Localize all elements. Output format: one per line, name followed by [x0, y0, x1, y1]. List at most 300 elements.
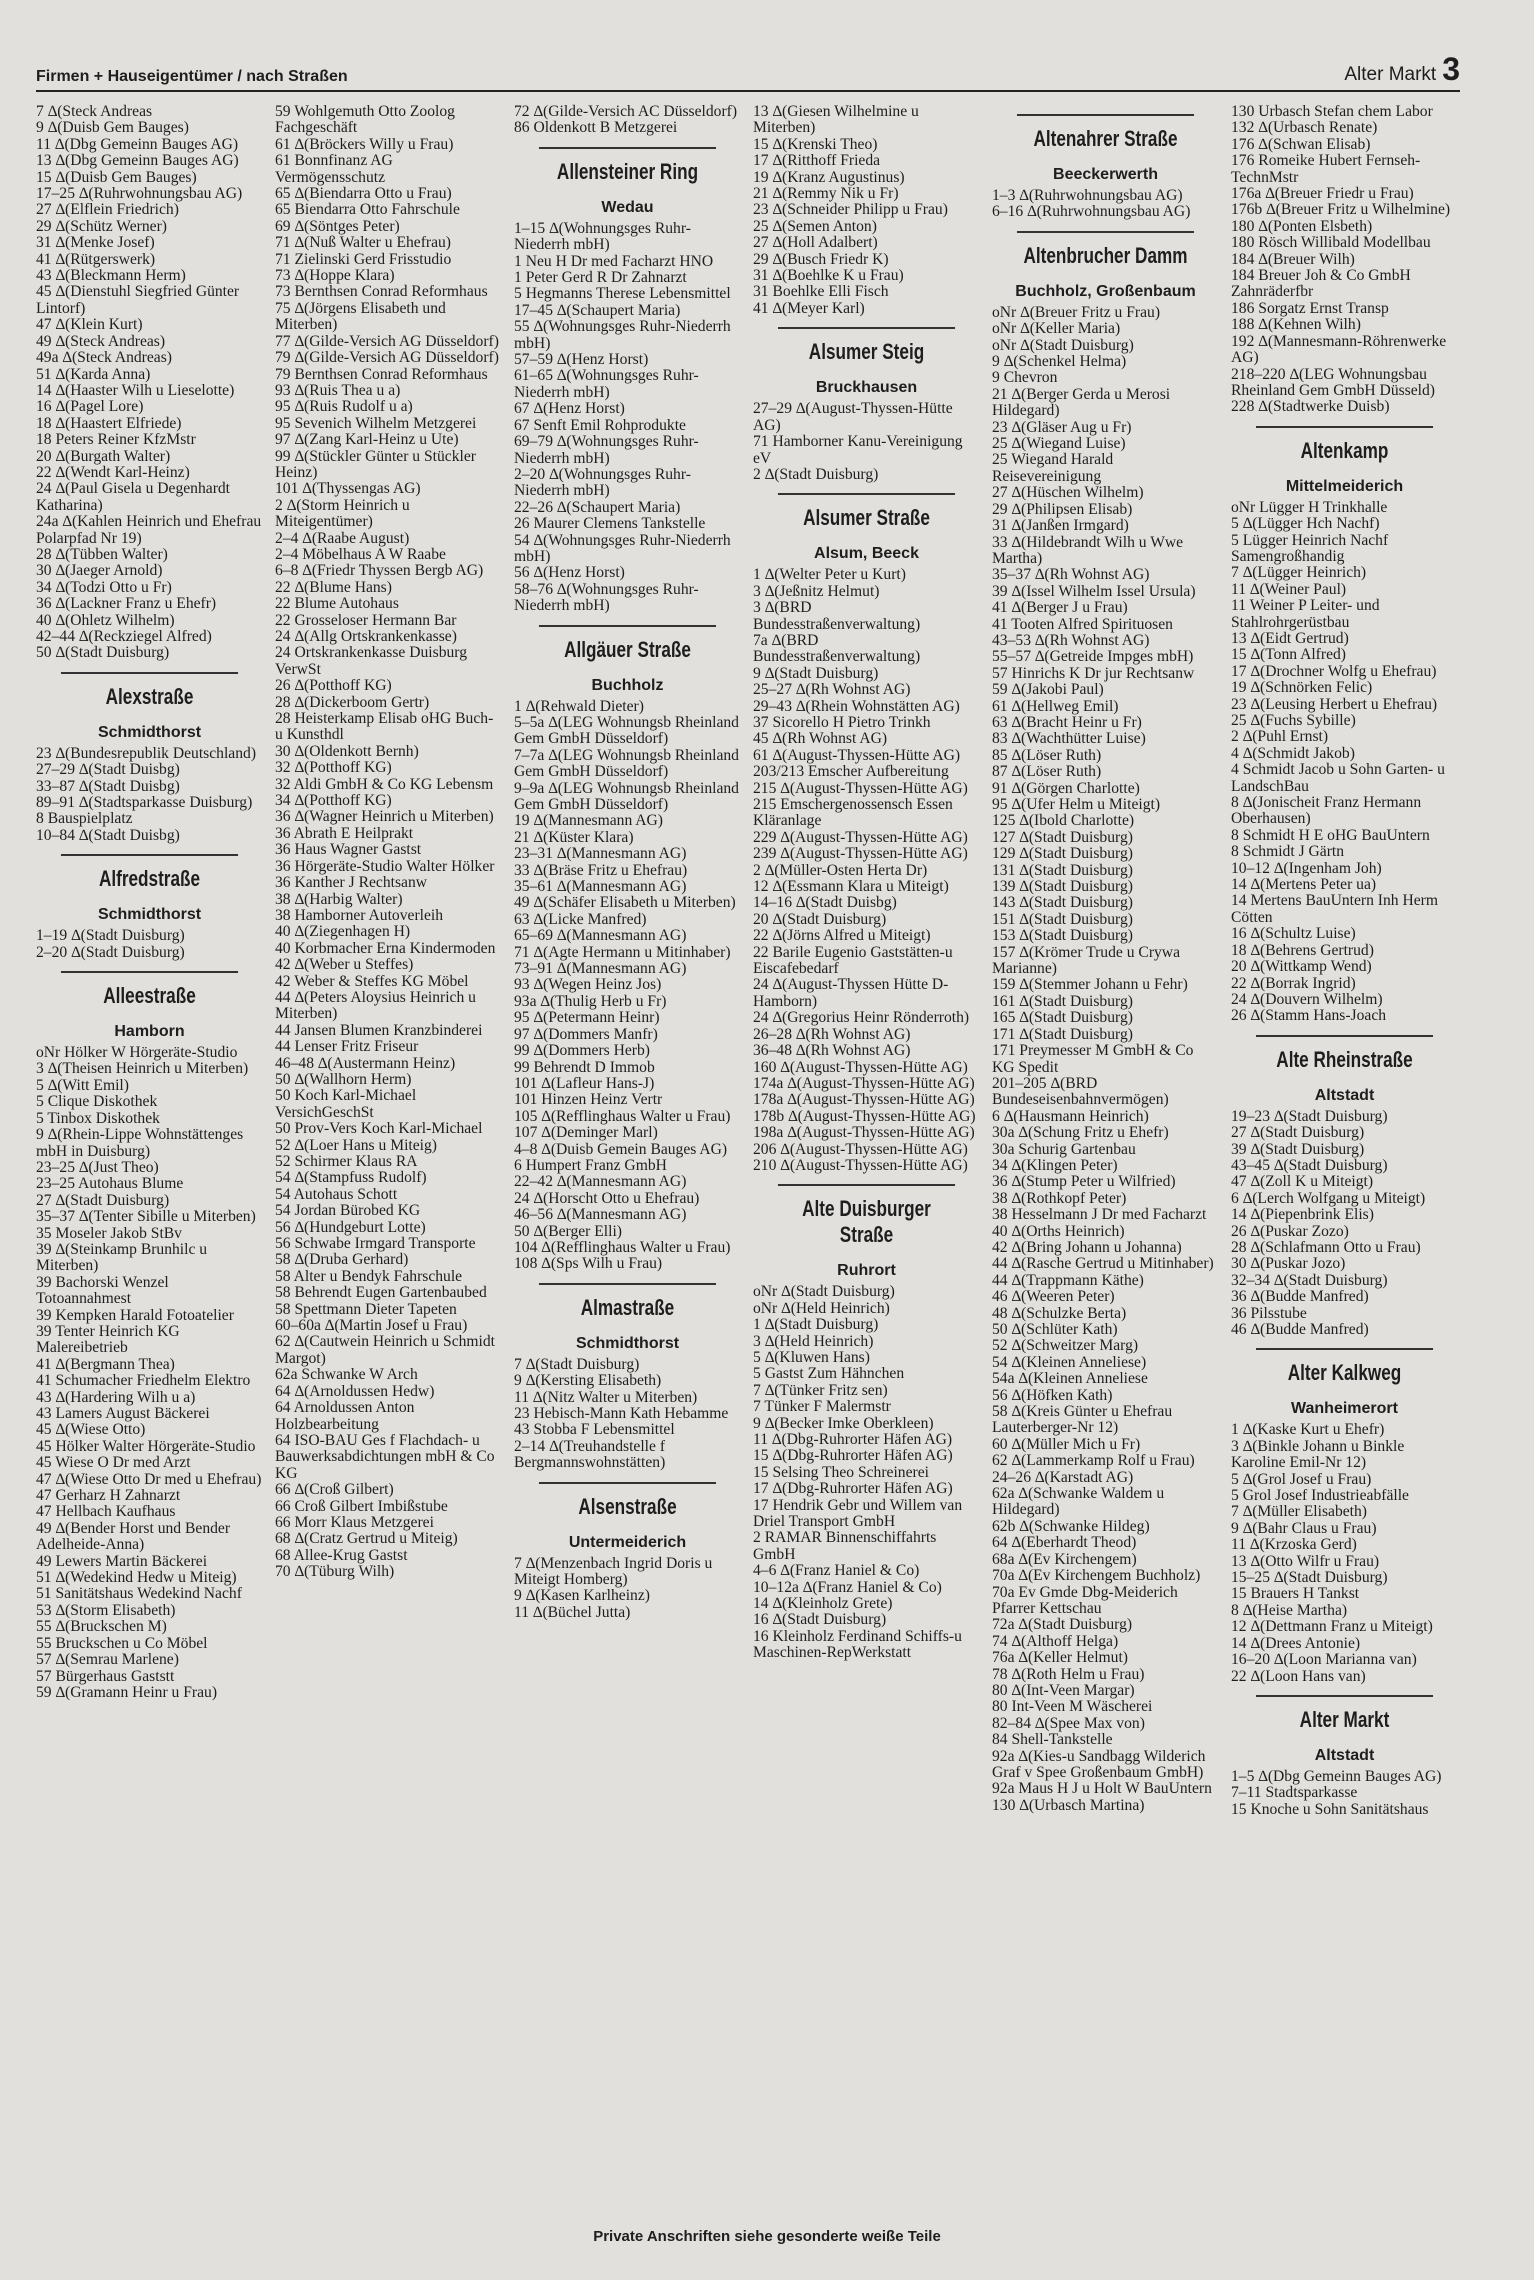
directory-entry: 21 ∆(Berger Gerda u Merosi Hildegard): [992, 385, 1175, 420]
directory-entry: 39 ∆(Issel Wilhelm Issel Ursula): [992, 582, 1196, 600]
directory-entry: 61–65 ∆(Wohnungsges Ruhr-Niederrh mbH): [514, 367, 699, 401]
directory-entry: 10–12a ∆(Franz Haniel & Co): [753, 1578, 942, 1596]
directory-entry: 28 ∆(Schlafmann Otto u Frau): [1231, 1238, 1421, 1256]
directory-entry: 63 ∆(Bracht Heinr u Fr): [992, 713, 1142, 731]
directory-entry: 79 ∆(Gilde-Versich AG Düsseldorf): [275, 349, 499, 367]
directory-entry: 61 Bonnfinanz AG Vermögensschutz: [275, 152, 397, 186]
directory-entry: 79 Bernthsen Conrad Reformhaus: [275, 365, 488, 383]
directory-entry: 17 ∆(Dbg-Ruhrorter Häfen AG): [753, 1480, 953, 1498]
directory-entry: 25 ∆(Fuchs Sybille): [1231, 712, 1356, 729]
directory-entry: 15 Knoche u Sohn Sanitätshaus: [1231, 1800, 1429, 1818]
directory-entry: 87 ∆(Löser Ruth): [992, 763, 1102, 781]
directory-entry: 176 ∆(Schwan Elisab): [1231, 135, 1371, 153]
directory-entry: 39 Bachorski Wenzel Totoannahmest: [36, 1273, 173, 1308]
directory-entry: 57–59 ∆(Henz Horst): [514, 351, 649, 369]
directory-entry: 24 ∆(Horscht Otto u Ehefrau): [514, 1189, 700, 1207]
street-heading: Alte Duisburger Straße: [778, 1184, 955, 1256]
directory-entry: 143 ∆(Stadt Duisburg): [992, 894, 1133, 912]
directory-entry: 23 ∆(Bundesrepublik Deutschland): [36, 744, 257, 762]
directory-entry: 165 ∆(Stadt Duisburg): [992, 1009, 1133, 1027]
directory-entry: 17–45 ∆(Schaupert Maria): [514, 301, 681, 319]
directory-entry: 40 Korbmacher Erna Kindermoden: [275, 939, 496, 957]
directory-entry: 55 Bruckschen u Co Möbel: [36, 1634, 208, 1652]
directory-entry: 132 ∆(Urbasch Renate): [1231, 119, 1378, 137]
directory-entry: 66 Croß Gilbert Imbißstube: [275, 1497, 448, 1515]
directory-entry: 85 ∆(Löser Ruth): [992, 746, 1102, 764]
directory-entry: 47 ∆(Zoll K u Miteigt): [1231, 1173, 1374, 1191]
directory-entry: 72 ∆(Gilde-Versich AC Düsseldorf): [514, 103, 738, 120]
street-heading: Altenkamp: [1256, 426, 1433, 472]
header-running-title: [1344, 51, 1460, 88]
directory-entry: 58 ∆(Druba Gerhard): [275, 1251, 409, 1269]
directory-entry: 198a ∆(August-Thyssen-Hütte AG): [753, 1124, 975, 1142]
directory-entry: 41 ∆(Berger J u Frau): [992, 599, 1128, 617]
directory-entry: 101 ∆(Lafleur Hans-J): [514, 1074, 655, 1092]
district-heading: Alsum, Beeck: [814, 545, 919, 563]
directory-entry: 41 Tooten Alfred Spirituosen: [992, 615, 1173, 633]
directory-entry: 24 ∆(Paul Gisela u Degenhardt Katharina): [36, 480, 234, 514]
street-heading: Alter Kalkweg: [1256, 1348, 1433, 1394]
district-heading: Altstadt: [1314, 1086, 1375, 1104]
directory-entry: 49 ∆(Steck Andreas): [36, 332, 166, 350]
directory-entry: 15 ∆(Krenski Theo): [753, 135, 878, 153]
directory-entry: 39 ∆(Steinkamp Brunhilc u Miterben): [36, 1240, 211, 1275]
directory-entry: 41 ∆(Bergmann Thea): [36, 1355, 175, 1373]
directory-entry: 30 ∆(Jaeger Arnold): [36, 562, 163, 580]
directory-entry: 47 ∆(Wiese Otto Dr med u Ehefrau): [36, 1470, 262, 1488]
directory-entry: 5 Hegmanns Therese Lebensmittel: [514, 285, 731, 303]
street-heading: Alte Rheinstraße: [1256, 1035, 1433, 1081]
directory-entry: 6 ∆(Hausmann Heinrich): [992, 1107, 1149, 1125]
directory-entry: 35–37 ∆(Tenter Sibille u Miterben): [36, 1208, 256, 1226]
directory-entry: 80 Int-Veen M Wäscherei: [992, 1698, 1153, 1716]
directory-entry: 228 ∆(Stadtwerke Duisb): [1231, 398, 1390, 416]
directory-entry: 19 ∆(Kranz Augustinus): [753, 168, 905, 186]
directory-entry: 4–6 ∆(Franz Haniel & Co): [753, 1562, 920, 1580]
directory-entry: 3 ∆(Binkle Johann u Binkle Karoline Emil-Nr 12): [1231, 1437, 1409, 1472]
directory-entry: 41 ∆(Meyer Karl): [753, 299, 865, 317]
directory-entry: 23 ∆(Leusing Herbert u Ehefrau): [1231, 695, 1438, 713]
street-heading: Allgäuer Straße: [539, 625, 716, 671]
directory-entry: 171 Preymesser M GmbH & Co KG Spedit: [992, 1042, 1198, 1076]
directory-entry: 27 ∆(Hüschen Wilhelm): [992, 484, 1144, 502]
directory-entry: 30a ∆(Schung Fritz u Ehefr): [992, 1124, 1169, 1142]
directory-entry: 159 ∆(Stemmer Johann u Fehr): [992, 976, 1188, 994]
directory-entry: 97 ∆(Dommers Manfr): [514, 1025, 658, 1043]
directory-entry: 41 Schumacher Friedhelm Elektro: [36, 1372, 251, 1390]
directory-entry: 40 ∆(Ziegenhagen H): [275, 923, 411, 941]
directory-entry: 46–56 ∆(Mannesmann AG): [514, 1206, 687, 1224]
directory-entry: 29 ∆(Schütz Werner): [36, 217, 167, 235]
directory-entry: 8 ∆(Jonischeit Franz Hermann Oberhausen): [1231, 794, 1426, 828]
directory-entry: 5 ∆(Grol Josef u Frau): [1231, 1470, 1372, 1488]
district-heading: Bruckhausen: [815, 379, 918, 397]
street-heading: Altenbrucher Damm: [1017, 231, 1194, 277]
directory-entry: 49 ∆(Schäfer Elisabeth u Miterben): [514, 894, 736, 912]
directory-entry: 66 Morr Klaus Metzgerei: [275, 1513, 434, 1531]
directory-entry: 180 Rösch Willibald Modellbau: [1231, 234, 1431, 252]
directory-entry: 14 Mertens BauUntern Inh Herm Cötten: [1231, 892, 1442, 926]
directory-entry: 48 ∆(Schulzke Berta): [992, 1304, 1127, 1322]
street-heading: Alfredstraße: [61, 854, 238, 900]
directory-entry: 27–29 ∆(August-Thyssen-Hütte AG): [753, 400, 956, 434]
directory-entry: 64 Arnoldussen Anton Holzbearbeitung: [275, 1399, 419, 1433]
directory-entry: 32 Aldi GmbH & Co KG Lebensm: [275, 775, 494, 793]
directory-entry: 45 ∆(Dienstuhl Siegfried Günter Lintorf): [36, 283, 244, 317]
directory-entry: 43 ∆(Bleckmann Herm): [36, 267, 186, 285]
directory-entry: 75 ∆(Jörgens Elisabeth und Miterben): [275, 299, 450, 334]
directory-entry: 18 ∆(Behrens Gertrud): [1231, 941, 1374, 959]
directory-entry: 24 Ortskrankenkasse Duisburg VerwSt: [275, 644, 471, 678]
district-heading: Wanheimerort: [1291, 1400, 1398, 1418]
directory-entry: 34 ∆(Potthoff KG): [275, 792, 392, 810]
directory-entry: 5 ∆(Lügger Hch Nachf): [1231, 515, 1380, 533]
directory-entry: 32–34 ∆(Stadt Duisburg): [1231, 1271, 1388, 1289]
directory-entry: 73 ∆(Hoppe Klara): [275, 267, 395, 285]
district-heading: Wedau: [601, 198, 654, 216]
directory-entry: 55 ∆(Bruckschen M): [36, 1618, 167, 1636]
directory-entry: 5 Lügger Heinrich Nachf Samengroßhandig: [1231, 531, 1393, 565]
directory-entry: 5 Gastst Zum Hähnchen: [753, 1365, 905, 1383]
directory-entry: 178a ∆(August-Thyssen-Hütte AG): [753, 1091, 975, 1109]
directory-entry: 131 ∆(Stadt Duisburg): [992, 861, 1133, 879]
header-section-title: Firmen + Hauseigentümer / nach Straßen: [36, 68, 348, 85]
district-heading: Schmidthorst: [97, 906, 202, 924]
directory-entry: 8 ∆(Heise Martha): [1231, 1601, 1348, 1619]
directory-entry: 65–69 ∆(Mannesmann AG): [514, 927, 687, 945]
directory-entry: 22 ∆(Loon Hans van): [1231, 1667, 1366, 1685]
directory-entry: 22–42 ∆(Mannesmann AG): [514, 1173, 687, 1191]
directory-entry: 11 ∆(Dbg Gemeinn Bauges AG): [36, 135, 239, 153]
directory-entry: 9 ∆(Stadt Duisburg): [753, 664, 879, 682]
directory-entry: 2 ∆(Müller-Osten Herta Dr): [753, 861, 928, 879]
directory-entry: 54 ∆(Kleinen Anneliese): [992, 1353, 1147, 1371]
directory-entry: 99 Behrendt D Immob: [514, 1058, 655, 1076]
directory-entry: 176b ∆(Breuer Fritz u Wilhelmine): [1231, 201, 1451, 219]
directory-entry: 50 Prov-Vers Koch Karl-Michael: [275, 1120, 483, 1138]
directory-entry: 56 ∆(Henz Horst): [514, 564, 625, 582]
district-heading: Altstadt: [1314, 1746, 1375, 1764]
directory-entry: 62 ∆(Lammerkamp Rolf u Frau): [992, 1452, 1195, 1470]
directory-entry: oNr Hölker W Hörgeräte-Studio: [36, 1044, 238, 1062]
directory-entry: 20 ∆(Wittkamp Wend): [1231, 958, 1372, 976]
directory-entry: 55–57 ∆(Getreide Impges mbH): [992, 648, 1194, 666]
directory-entry: 9 ∆(Becker Imke Oberkleen): [753, 1414, 934, 1432]
directory-entry: 28 Heisterkamp Elisab oHG Buch- u Kunsthdl: [275, 710, 498, 744]
directory-entry: 4–8 ∆(Duisb Gemein Bauges AG): [514, 1140, 728, 1158]
directory-entry: 55 ∆(Wohnungsges Ruhr-Niederrh mbH): [514, 318, 735, 352]
directory-entry: 17 ∆(Drochner Wolfg u Ehefrau): [1231, 662, 1437, 680]
directory-entry: 9 ∆(Schenkel Helma): [992, 353, 1127, 371]
directory-entry: 95 Sevenich Wilhelm Metzgerei: [275, 414, 477, 432]
directory-entry: 21 ∆(Remmy Nik u Fr): [753, 185, 899, 203]
directory-entry: 92a Maus H J u Holt W BauUntern: [992, 1780, 1212, 1798]
directory-entry: 7 ∆(Müller Elisabeth): [1231, 1503, 1367, 1521]
directory-entry: 43 Stobba F Lebensmittel: [514, 1421, 675, 1439]
directory-entry: oNr ∆(Stadt Duisburg): [992, 336, 1134, 354]
directory-entry: 51 ∆(Karda Anna): [36, 365, 151, 383]
directory-entry: 25 ∆(Semen Anton): [753, 217, 877, 235]
directory-entry: 192 ∆(Mannesmann-Röhrenwerke AG): [1231, 332, 1450, 367]
directory-entry: 68 Allee-Krug Gastst: [275, 1546, 408, 1564]
directory-entry: 44 Jansen Blumen Kranzbinderei: [275, 1021, 483, 1039]
directory-entry: 59 Wohlgemuth Otto Zoolog Fachgeschäft: [275, 103, 459, 137]
directory-entry: 51 Sanitätshaus Wedekind Nachf: [36, 1585, 242, 1603]
directory-entry: 14 ∆(Drees Antonie): [1231, 1634, 1361, 1652]
directory-entry: 130 ∆(Urbasch Martina): [992, 1796, 1145, 1814]
directory-entry: 38 Hesselmann J Dr med Facharzt: [992, 1206, 1207, 1224]
directory-entry: 41 ∆(Rütgerswerk): [36, 250, 156, 268]
directory-entry: 22 ∆(Jörns Alfred u Miteigt): [753, 927, 931, 945]
directory-entry: 1 ∆(Stadt Duisburg): [753, 1316, 879, 1334]
directory-entry: 13 ∆(Dbg Gemeinn Bauges AG): [36, 152, 239, 170]
directory-entry: 7 ∆(Tünker Fritz sen): [753, 1381, 888, 1399]
directory-entry: 2–20 ∆(Stadt Duisburg): [36, 943, 185, 961]
directory-entry: 215 ∆(August-Thyssen-Hütte AG): [753, 779, 968, 797]
directory-entry: 3 ∆(Held Heinrich): [753, 1332, 874, 1350]
directory-column: [753, 104, 980, 2224]
directory-entry: 36 ∆(Stump Peter u Wilfried): [992, 1173, 1176, 1191]
directory-entry: 23 ∆(Schneider Philipp u Frau): [753, 201, 948, 219]
directory-entry: 21 ∆(Küster Klara): [514, 828, 634, 846]
directory-entry: 13 ∆(Eidt Gertrud): [1231, 629, 1349, 647]
directory-entry: 15 ∆(Duisb Gem Bauges): [36, 168, 197, 186]
directory-entry: 71 Zielinski Gerd Frisstudio: [275, 250, 452, 268]
directory-entry: 15 ∆(Tonn Alfred): [1231, 646, 1346, 664]
directory-entry: 178b ∆(August-Thyssen-Hütte AG): [753, 1107, 976, 1125]
directory-entry: 54 ∆(Stampfuss Rudolf): [275, 1169, 427, 1187]
directory-entry: 36 ∆(Wagner Heinrich u Miterben): [275, 808, 494, 826]
directory-entry: 27 ∆(Stadt Duisburg): [36, 1191, 170, 1209]
directory-entry: 50 ∆(Schlüter Kath): [992, 1321, 1118, 1338]
directory-entry: 45 ∆(Rh Wohnst AG): [753, 730, 888, 748]
directory-entry: 39 Kempken Harald Fotoatelier: [36, 1306, 234, 1324]
footer-note: Private Anschriften siehe gesonderte weiße Teile: [593, 2228, 941, 2245]
directory-entry: 7a ∆(BRD Bundesstraßenverwaltung): [753, 631, 921, 666]
directory-entry: 186 Sorgatz Ernst Transp: [1231, 299, 1389, 317]
directory-entry: 35–37 ∆(Rh Wohnst AG): [992, 566, 1150, 584]
directory-entry: 47 Hellbach Kaufhaus: [36, 1503, 176, 1521]
directory-entry: 27 ∆(Stadt Duisburg): [1231, 1124, 1365, 1142]
page-number: 3: [1442, 51, 1460, 87]
directory-entry: 72a ∆(Stadt Duisburg): [992, 1616, 1133, 1634]
district-heading: Buchholz: [591, 676, 664, 694]
directory-entry: 22 Grosseloser Hermann Bar: [275, 611, 457, 629]
directory-column: [36, 103, 266, 2224]
district-heading: Ruhrort: [837, 1262, 896, 1280]
directory-entry: 92a ∆(Kies-u Sandbagg Wilderich Graf v Spee Großenbaum GmbH): [992, 1747, 1210, 1781]
directory-entry: 184 ∆(Breuer Wilh): [1231, 250, 1355, 268]
directory-entry: 58 Behrendt Eugen Gartenbaubed: [275, 1284, 487, 1302]
directory-entry: 24 ∆(Allg Ortskrankenkasse): [275, 628, 457, 645]
directory-entry: 32 ∆(Potthoff KG): [275, 759, 392, 777]
directory-entry: 43–53 ∆(Rh Wohnst AG): [992, 631, 1150, 649]
directory-entry: 7 Tünker F Malermstr: [753, 1398, 891, 1416]
directory-entry: 201–205 ∆(BRD Bundeseisenbahnvermögen): [992, 1074, 1169, 1109]
directory-entry: 70 ∆(Tüburg Wilh): [275, 1563, 395, 1581]
directory-entry: 5 ∆(Witt Emil): [36, 1076, 129, 1094]
directory-entry: 23–25 Autohaus Blume: [36, 1175, 184, 1193]
directory-entry: 67 ∆(Henz Horst): [514, 400, 625, 418]
directory-entry: 22 Blume Autohaus: [275, 595, 399, 613]
directory-entry: 1–15 ∆(Wohnungsges Ruhr-Niederrh mbH): [514, 219, 691, 254]
directory-entry: 18 ∆(Haastert Elfriede): [36, 414, 182, 432]
directory-entry: 29 ∆(Philipsen Elisab): [992, 500, 1133, 518]
directory-entry: 42 ∆(Bring Johann u Johanna): [992, 1238, 1182, 1256]
directory-entry: 46 ∆(Budde Manfred): [1231, 1321, 1369, 1338]
directory-entry: 36 Kanther J Rechtsanw: [275, 874, 428, 892]
directory-entry: 108 ∆(Sps Wilh u Frau): [514, 1255, 663, 1273]
directory-entry: 26–28 ∆(Rh Wohnst AG): [753, 1025, 911, 1043]
directory-entry: 5 Clique Diskothek: [36, 1093, 158, 1111]
directory-column: [992, 104, 1219, 2224]
directory-entry: 1–3 ∆(Ruhrwohnungsbau AG): [992, 187, 1183, 204]
directory-entry: 50 ∆(Berger Elli): [514, 1222, 622, 1240]
directory-entry: 36 ∆(Lackner Franz u Ehefr): [36, 595, 217, 613]
directory-entry: 50 ∆(Wallhorn Herm): [275, 1070, 412, 1088]
directory-entry: 4 Schmidt Jacob u Sohn Garten- u LandschBau: [1231, 761, 1449, 795]
directory-entry: 215 Emschergenossensch Essen Kläranlage: [753, 796, 957, 830]
directory-entry: 129 ∆(Stadt Duisburg): [992, 845, 1133, 863]
directory-entry: 11 ∆(Büchel Jutta): [514, 1603, 631, 1621]
directory-entry: 33–87 ∆(Stadt Duisbg): [36, 777, 180, 795]
directory-entry: 15 Brauers H Tankst: [1231, 1585, 1360, 1603]
directory-entry: 2–14 ∆(Treuhandstelle f Bergmannswohnstätten): [514, 1437, 669, 1472]
directory-entry: 61 ∆(Hellweg Emil): [992, 697, 1119, 715]
directory-entry: 60 ∆(Müller Mich u Fr): [992, 1435, 1141, 1453]
directory-entry: 16 Kleinholz Ferdinand Schiffs-u Maschinen-RepWerkstatt: [753, 1627, 966, 1662]
directory-entry: 14 ∆(Haaster Wilh u Lieselotte): [36, 381, 235, 399]
directory-entry: oNr ∆(Held Heinrich): [753, 1299, 890, 1317]
directory-entry: 52 Schirmer Klaus RA: [275, 1153, 418, 1170]
directory-entry: 3 ∆(Jeßnitz Helmut): [753, 582, 880, 600]
directory-entry: 26 ∆(Potthoff KG): [275, 677, 392, 695]
directory-entry: 42–44 ∆(Reckziegel Alfred): [36, 628, 212, 645]
directory-entry: 23 Hebisch-Mann Kath Hebamme: [514, 1405, 729, 1422]
directory-entry: oNr ∆(Keller Maria): [992, 320, 1121, 338]
directory-entry: 86 Oldenkott B Metzgerei: [514, 119, 678, 137]
directory-entry: 64 ISO-BAU Ges f Flachdach- u Bauwerksabdichtungen mbH & Co KG: [275, 1431, 499, 1482]
directory-entry: 11 ∆(Dbg-Ruhrorter Häfen AG): [753, 1431, 953, 1448]
district-heading: Untermeiderich: [568, 1533, 687, 1551]
directory-entry: 25 ∆(Wiegand Luise): [992, 435, 1126, 453]
directory-entry: 1 Neu H Dr med Facharzt HNO: [514, 252, 714, 270]
directory-entry: 29–43 ∆(Rhein Wohnstätten AG): [753, 697, 960, 715]
directory-entry: 19–23 ∆(Stadt Duisburg): [1231, 1107, 1388, 1125]
directory-entry: 31 ∆(Janßen Irmgard): [992, 517, 1129, 535]
directory-entry: 80 ∆(Int-Veen Margar): [992, 1681, 1135, 1699]
directory-column: [514, 104, 741, 2224]
directory-entry: 6–8 ∆(Friedr Thyssen Bergb AG): [275, 562, 484, 580]
district-heading: Mittelmeiderich: [1285, 477, 1404, 495]
directory-entry: 1 ∆(Kaske Kurt u Ehefr): [1231, 1421, 1385, 1439]
directory-entry: 40 ∆(Ohletz Wilhelm): [36, 611, 175, 629]
directory-entry: 5 ∆(Kluwen Hans): [753, 1348, 870, 1366]
directory-entry: 7 ∆(Menzenbach Ingrid Doris u Miteigt Homberg): [514, 1554, 717, 1589]
directory-entry: 34 ∆(Todzi Otto u Fr): [36, 578, 172, 596]
directory-entry: 7 ∆(Steck Andreas: [36, 103, 153, 120]
directory-entry: 8 Schmidt J Gärtn: [1231, 843, 1345, 861]
directory-entry: 23 ∆(Gläser Aug u Fr): [992, 418, 1132, 436]
directory-entry: 11 Weiner P Leiter- und Stahlrohrgerüstbau: [1231, 597, 1384, 631]
directory-entry: 6 ∆(Lerch Wolfgang u Miteigt): [1231, 1189, 1426, 1207]
directory-entry: 15–25 ∆(Stadt Duisburg): [1231, 1569, 1388, 1587]
directory-entry: 56 ∆(Hundgeburt Lotte): [275, 1218, 426, 1236]
directory-entry: 9–9a ∆(LEG Wohnungsb Rheinland Gem GmbH Düsseldorf): [514, 779, 743, 813]
directory-entry: 5 Grol Josef Industrieabfälle: [1231, 1487, 1409, 1505]
directory-entry: 54 Autohaus Schott: [275, 1185, 398, 1203]
directory-entry: 1 Peter Gerd R Dr Zahnarzt: [514, 269, 687, 287]
directory-entry: 49 ∆(Bender Horst und Bender Adelheide-Anna): [36, 1519, 234, 1554]
directory-entry: 2 ∆(Puhl Ernst): [1231, 728, 1329, 746]
directory-entry: 20 ∆(Stadt Duisburg): [753, 910, 887, 928]
directory-entry: 1–5 ∆(Dbg Gemeinn Bauges AG): [1231, 1767, 1442, 1785]
directory-entry: 16–20 ∆(Loon Marianna van): [1231, 1651, 1417, 1669]
directory-entry: 2 ∆(Storm Heinrich u Miteigentümer): [275, 496, 414, 531]
directory-entry: 46–48 ∆(Austermann Heinz): [275, 1054, 456, 1072]
directory-entry: 68 ∆(Cratz Gertrud u Miteig): [275, 1530, 458, 1548]
directory-entry: 93 ∆(Ruis Thea u a): [275, 381, 401, 399]
directory-entry: 7 ∆(Stadt Duisburg): [514, 1355, 640, 1373]
directory-entry: 50 ∆(Stadt Duisburg): [36, 644, 170, 662]
directory-entry: 60–60a ∆(Martin Josef u Frau): [275, 1317, 468, 1335]
directory-entry: 71 ∆(Nuß Walter u Ehefrau): [275, 234, 452, 252]
directory-entry: 38 Hamborner Autoverleih: [275, 906, 444, 924]
directory-entry: 35 Moseler Jakob StBv: [36, 1224, 182, 1242]
directory-entry: 70a Ev Gmde Dbg-Meiderich Pfarrer Kettschau: [992, 1583, 1182, 1617]
directory-entry: 58 Alter u Bendyk Fahrschule: [275, 1267, 463, 1285]
directory-entry: 2–4 Möbelhaus A W Raabe: [275, 545, 446, 563]
district-heading: Beeckerwerth: [1053, 166, 1158, 183]
street-heading: Alleestraße: [61, 971, 238, 1017]
directory-entry: 38 ∆(Harbig Walter): [275, 890, 403, 908]
directory-entry: 54 Jordan Bürobed KG: [275, 1202, 421, 1220]
directory-entry: 78 ∆(Roth Helm u Frau): [992, 1665, 1145, 1683]
directory-entry: 62a Schwanke W Arch: [275, 1366, 418, 1384]
directory-entry: 210 ∆(August-Thyssen-Hütte AG): [753, 1156, 968, 1174]
directory-entry: 15 ∆(Dbg-Ruhrorter Häfen AG): [753, 1447, 953, 1465]
directory-entry: 45 ∆(Wiese Otto): [36, 1421, 146, 1439]
directory-entry: 49 Lewers Martin Bäckerei: [36, 1552, 208, 1570]
directory-entry: 57 Hinrichs K Dr jur Rechtsanw: [992, 664, 1195, 682]
street-heading: Alsenstraße: [539, 1482, 716, 1528]
street-heading: Alexstraße: [61, 672, 238, 718]
directory-entry: 8 Bauspielplatz: [36, 810, 133, 828]
directory-entry: 104 ∆(Refflinghaus Walter u Frau): [514, 1238, 731, 1256]
directory-entry: 61 ∆(August-Thyssen-Hütte AG): [753, 746, 961, 764]
directory-entry: 16 ∆(Pagel Lore): [36, 398, 144, 416]
directory-entry: 36 Pilsstube: [1231, 1304, 1307, 1322]
directory-entry: oNr ∆(Breuer Fritz u Frau): [992, 303, 1161, 321]
page-header: [36, 51, 1460, 92]
directory-entry: 99 ∆(Stückler Günter u Stückler Heinz): [275, 447, 480, 481]
directory-entry: 17–25 ∆(Ruhrwohnungsbau AG): [36, 185, 243, 203]
directory-entry: 13 ∆(Otto Wilfr u Frau): [1231, 1552, 1380, 1570]
directory-entry: 20 ∆(Burgath Walter): [36, 447, 171, 465]
directory-entry: 12 ∆(Essmann Klara u Miteigt): [753, 878, 949, 896]
directory-entry: 11 ∆(Krzoska Gerd): [1231, 1536, 1357, 1554]
directory-entry: 157 ∆(Krömer Trude u Crywa Marianne): [992, 943, 1184, 978]
directory-entry: 31 ∆(Menke Josef): [36, 234, 155, 252]
directory-entry: 93 ∆(Wegen Heinz Jos): [514, 976, 662, 994]
directory-entry: 6–16 ∆(Ruhrwohnungsbau AG): [992, 203, 1191, 221]
directory-entry: 26 Maurer Clemens Tankstelle: [514, 515, 706, 533]
directory-entry: 36 ∆(Budde Manfred): [1231, 1288, 1369, 1306]
directory-entry: 125 ∆(Ibold Charlotte): [992, 812, 1135, 830]
directory-entry: 19 ∆(Schnörken Felic): [1231, 679, 1373, 697]
directory-entry: 71 Hamborner Kanu-Vereinigung eV: [753, 433, 967, 467]
directory-entry: 23–25 ∆(Just Theo): [36, 1158, 159, 1176]
